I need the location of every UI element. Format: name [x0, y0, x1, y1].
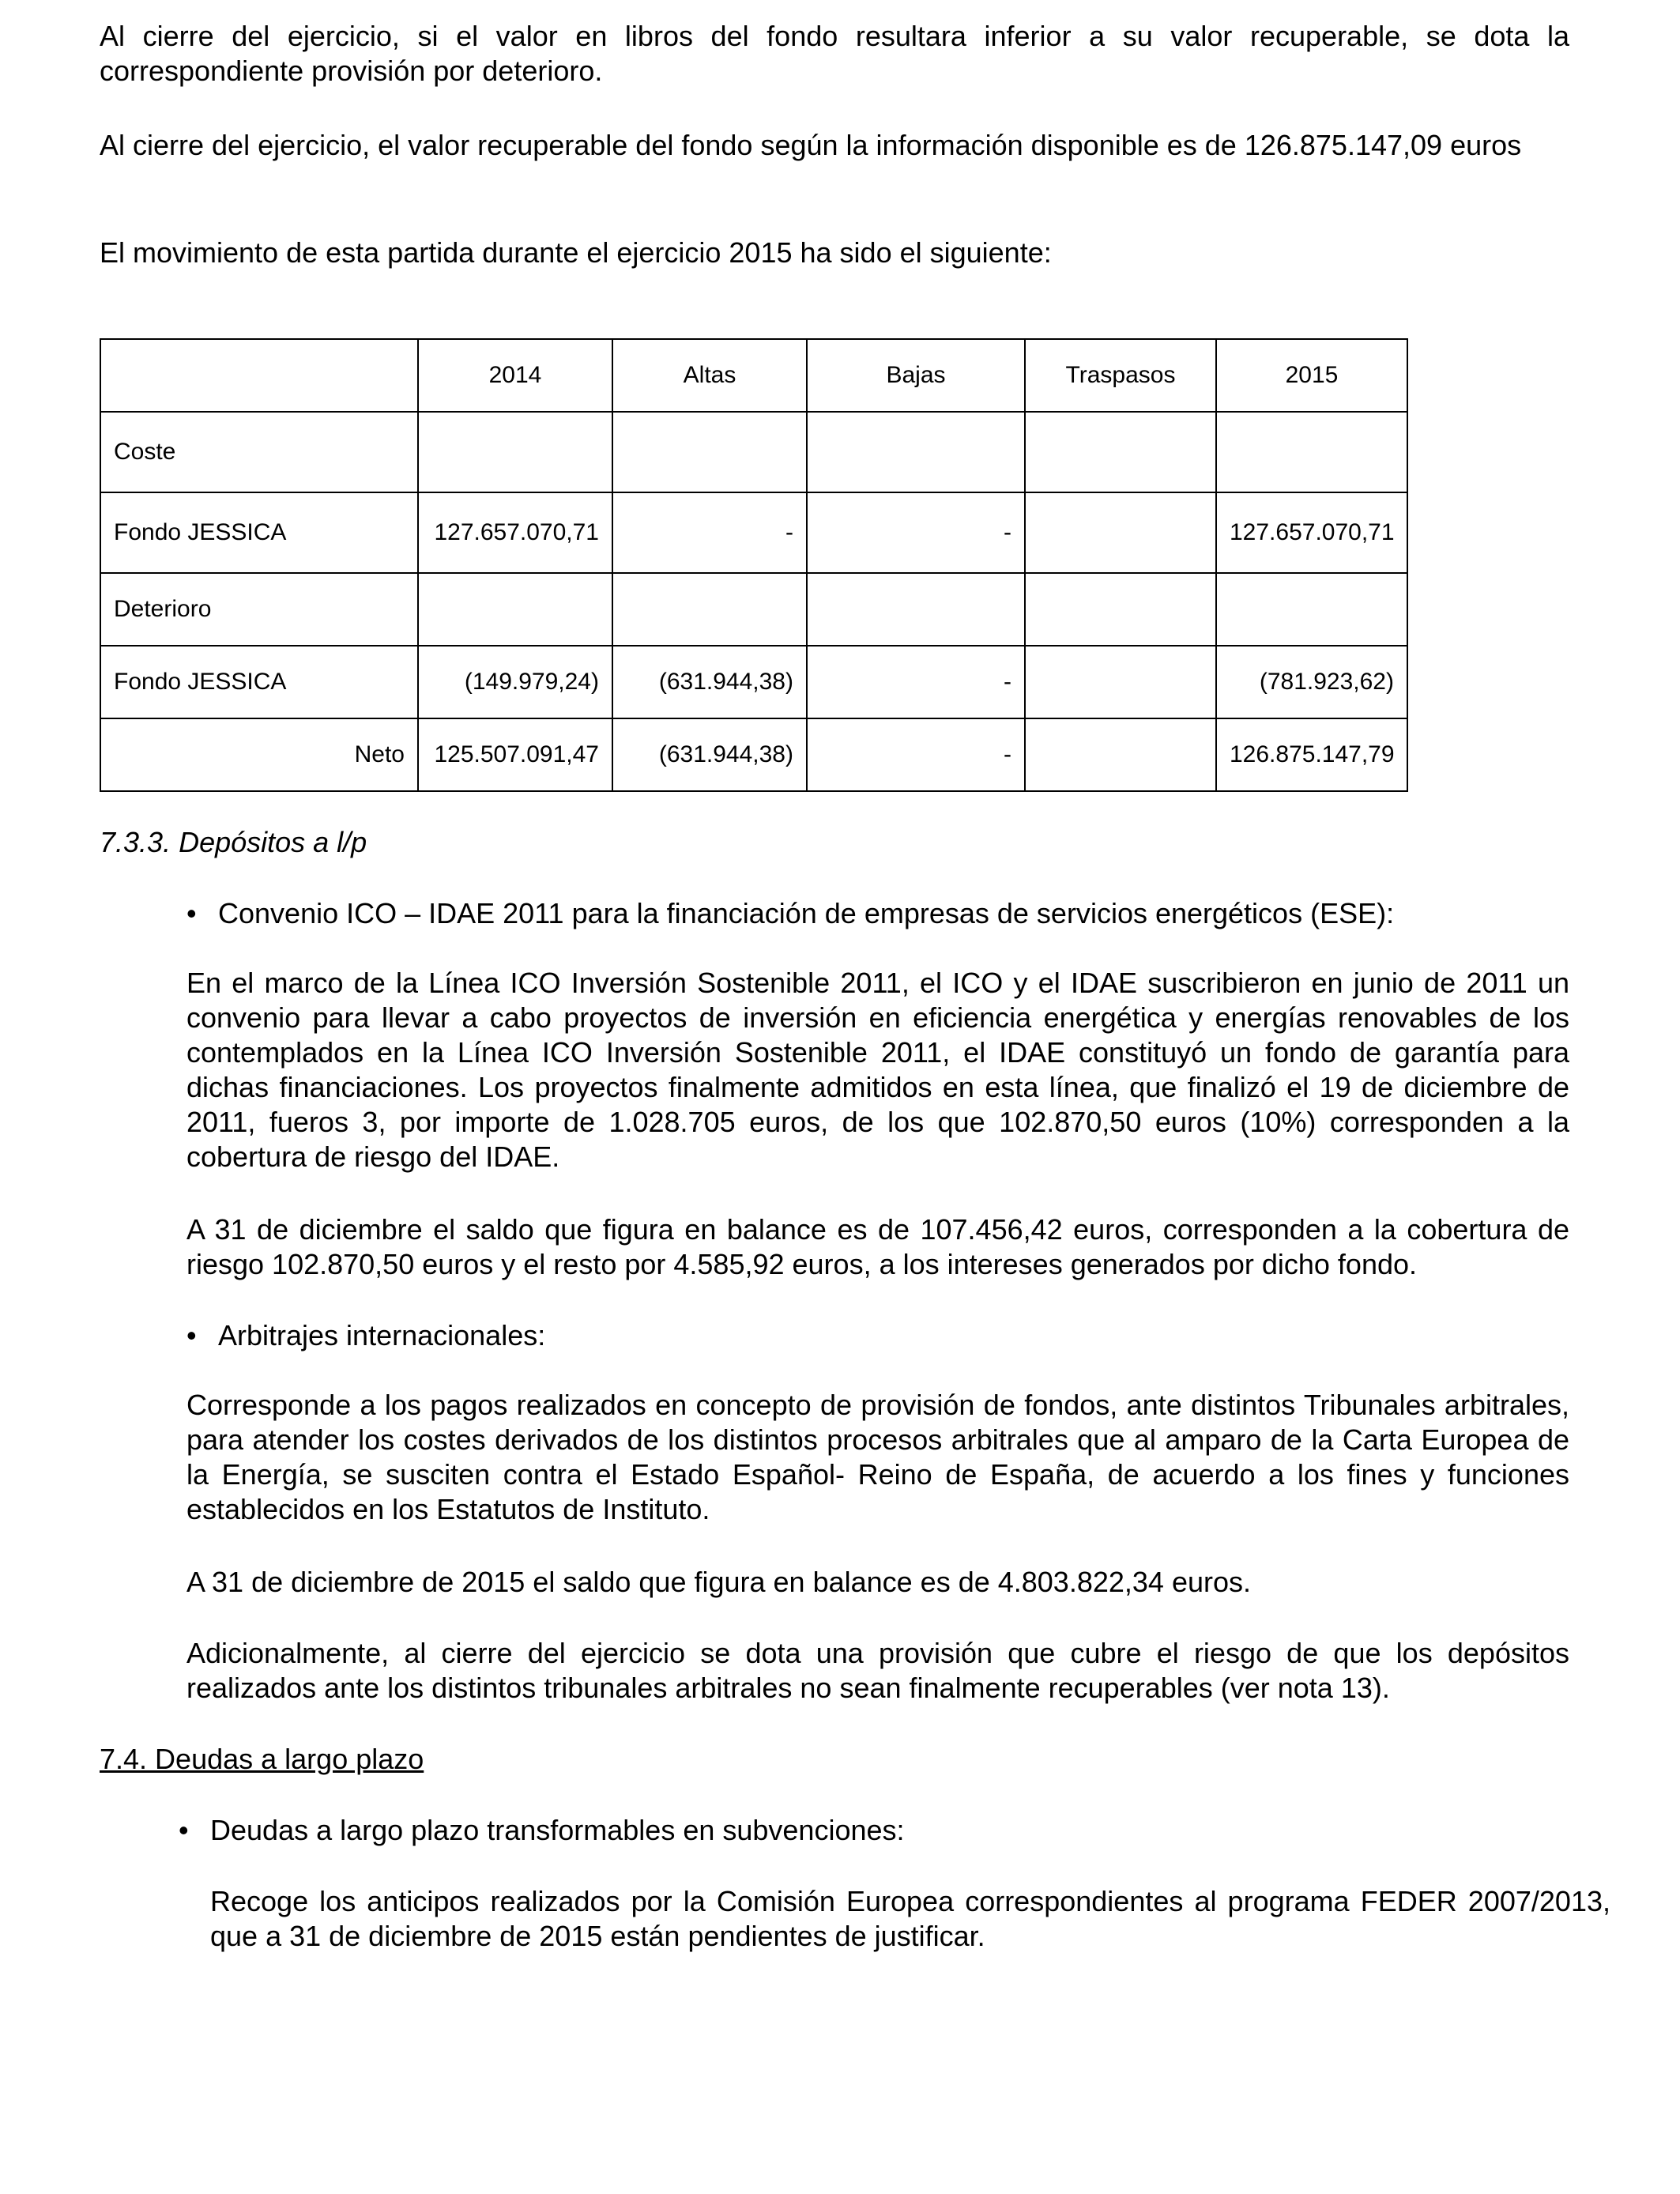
- table-cell: [1025, 573, 1216, 646]
- table-cell: [1025, 718, 1216, 791]
- row-label-neto: Neto: [100, 718, 418, 791]
- section-title-deudas: 7.4. Deudas a largo plazo: [100, 1743, 424, 1775]
- table-cell: 127.657.070,71: [418, 492, 612, 573]
- table-cell: [418, 412, 612, 492]
- table-cell: (149.979,24): [418, 646, 612, 718]
- table-cell: 126.875.147,79: [1216, 718, 1407, 791]
- table-cell: -: [807, 718, 1025, 791]
- paragraph-valor-recuperable: Al cierre del ejercicio, el valor recuperable del fondo según la información disponible es de 126.875.147,09 euros: [100, 129, 1522, 161]
- paragraph-movimiento-partida: El movimiento de esta partida durante el ejercicio 2015 ha sido el siguiente:: [100, 236, 1052, 269]
- bullet-dot-icon: •: [186, 1319, 197, 1351]
- table-cell: [1025, 492, 1216, 573]
- row-label-fondo-jessica-coste: Fondo JESSICA: [100, 492, 418, 573]
- table-cell: [612, 573, 807, 646]
- paragraph-saldo-balance: A 31 de diciembre el saldo que figura en balance es de 107.456,42 euros, corresponden a la cobertura de riesgo 102.870,50 euros y el resto por 4.585,92 euros, a los intereses generados por dicho fondo.: [186, 1213, 1569, 1280]
- table-cell: [1025, 412, 1216, 492]
- table-cell: -: [807, 492, 1025, 573]
- paragraph-provision-riesgo: Adicionalmente, al cierre del ejercicio se dota una provisión que cubre el riesgo de que los depósitos realizados ante los distintos tribunales arbitrales no sean finalmente recuperables (ver nota 13).: [186, 1637, 1569, 1704]
- bullet-deudas-transformables: [179, 1813, 905, 1848]
- table-row: [100, 646, 1407, 718]
- table-row: [100, 492, 1407, 573]
- paragraph-linea-ico: En el marco de la Línea ICO Inversión Sostenible 2011, el ICO y el IDAE suscribieron en junio de 2011 un convenio para llevar a cabo proyectos de inversión en eficiencia energética y energías renovables de los contemplados en la Línea ICO Inversión Sostenible 2011, el IDAE constituyó un fondo de garantía para dichas financiaciones. Los proyectos finalmente admitidos en esta línea, que finalizó el 19 de diciembre de 2011, fueros 3, por importe de 1.028.705 euros, de los que 102.870,50 euros (10%) corresponden a la cobertura de riesgo del IDAE.: [186, 967, 1569, 1173]
- bullet-text-arbitrajes: Arbitrajes internacionales:: [218, 1319, 546, 1351]
- table-cell: [612, 412, 807, 492]
- table-row: [100, 718, 1407, 791]
- bullet-arbitrajes: [186, 1318, 545, 1353]
- paragraph-anticipos-feder: Recoge los anticipos realizados por la Comisión Europea correspondientes al programa FEDER 2007/2013, que a 31 de diciembre de 2015 están pendientes de justificar.: [210, 1885, 1610, 1952]
- table-row: [100, 412, 1407, 492]
- header-cell-label: [100, 339, 418, 412]
- header-cell-2014: 2014: [418, 339, 612, 412]
- table-cell: 127.657.070,71: [1216, 492, 1407, 573]
- paragraph-saldo-2015: A 31 de diciembre de 2015 el saldo que figura en balance es de 4.803.822,34 euros.: [186, 1566, 1251, 1598]
- section-title-depositos: 7.3.3. Depósitos a l/p: [100, 826, 367, 858]
- header-cell-bajas: Bajas: [807, 339, 1025, 412]
- paragraph-pagos-tribunales: Corresponde a los pagos realizados en concepto de provisión de fondos, ante distintos Tribunales arbitrales, para atender los costes derivados de los distintos procesos arbitrales que al amparo de la Carta Europea de la Energía, se susciten contra el Estado Español- Reino de España, de acuerdo a los fines y funciones establecidos en los Estatutos de Instituto.: [186, 1389, 1569, 1525]
- bullet-text-deudas: Deudas a largo plazo transformables en subvenciones:: [210, 1814, 905, 1846]
- table-cell: [1025, 646, 1216, 718]
- table-cell: -: [807, 646, 1025, 718]
- table-cell: (631.944,38): [612, 718, 807, 791]
- header-cell-traspasos: Traspasos: [1025, 339, 1216, 412]
- bullet-dot-icon: •: [186, 897, 197, 929]
- row-label-coste: Coste: [100, 412, 418, 492]
- table-cell: [1216, 412, 1407, 492]
- movement-table: [100, 338, 1408, 792]
- table-cell: 125.507.091,47: [418, 718, 612, 791]
- table-header-row: [100, 339, 1407, 412]
- bullet-convenio: [186, 896, 1394, 931]
- row-label-fondo-jessica-deterioro: Fondo JESSICA: [100, 646, 418, 718]
- bullet-dot-icon: •: [179, 1814, 189, 1846]
- table-cell: (781.923,62): [1216, 646, 1407, 718]
- table-cell: -: [612, 492, 807, 573]
- table-cell: [807, 573, 1025, 646]
- paragraph-provision-deterioro: Al cierre del ejercicio, si el valor en libros del fondo resultara inferior a su valor recuperable, se dota la correspondiente provisión por deterioro.: [100, 20, 1569, 87]
- header-cell-altas: Altas: [612, 339, 807, 412]
- header-cell-2015: 2015: [1216, 339, 1407, 412]
- table-row: [100, 573, 1407, 646]
- table-cell: (631.944,38): [612, 646, 807, 718]
- row-label-deterioro: Deterioro: [100, 573, 418, 646]
- table-cell: [1216, 573, 1407, 646]
- bullet-text-convenio: Convenio ICO – IDAE 2011 para la financiación de empresas de servicios energéticos (ESE):: [218, 897, 1395, 929]
- table-cell: [807, 412, 1025, 492]
- table-cell: [418, 573, 612, 646]
